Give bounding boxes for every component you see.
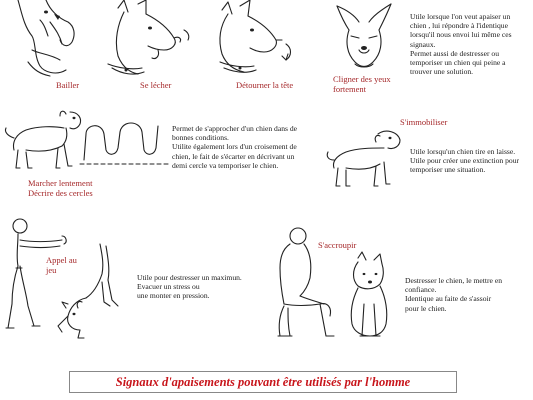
- label-appel: Appel au jeu: [46, 255, 77, 275]
- crouching-human-sketch: [258, 224, 338, 340]
- blinking-dog-sketch: [333, 2, 395, 72]
- circle-path-sketch: [78, 114, 168, 166]
- label-cligner: Cligner des yeux fortement: [333, 74, 391, 94]
- desc-immobiliser: Utile lorsqu'un chien tire en laisse. Utile pour créer une extinction pour temporiser une situation.: [410, 147, 520, 175]
- licking-dog-sketch: [98, 0, 194, 80]
- label-marcher: Marcher lentement Décrire des cercles: [28, 178, 93, 198]
- label-detourner: Détourner la tête: [236, 80, 294, 90]
- sitting-dog-sketch: [344, 252, 398, 342]
- page-title: Signaux d'apaisements pouvant être utilisés par l'homme: [115, 375, 411, 389]
- desc-accroupir: Destresser le chien, le mettre en confiance. Identique au faite de s'assoir pour le chien.: [405, 276, 502, 313]
- yawning-dog-sketch: [10, 0, 82, 82]
- page-title-box: [69, 371, 457, 393]
- label-accroupir: S'accroupir: [318, 240, 357, 250]
- desc-appel: Utile pour destresser un maximun. Evacuer un stress ou une monter en pression.: [137, 273, 242, 301]
- label-bailler: Bailler: [56, 80, 80, 90]
- desc-cligner: Utile lorsque l'on veut apaiser un chien , lui répondre à l'identique lorsqu'il nous envoi lui même ces signaux. Permet aussi de destresser ou temporiser un chien qui peine a trouver une solution.: [410, 12, 512, 77]
- desc-marcher: Permet de s'approcher d'un chien dans de bonnes conditions. Utilite également lors d'un croisement de chien, le fait de s'écarter en décrivant un demi cercle va temporiser le chien.: [172, 124, 298, 170]
- label-immobiliser: S'immobiliser: [400, 117, 448, 127]
- standing-dog-sketch: [326, 128, 404, 190]
- head-turn-dog-sketch: [206, 0, 298, 82]
- play-bow-dog-sketch: [54, 242, 130, 342]
- label-se-lecher: Se lécher: [140, 80, 172, 90]
- walking-dog-sketch: [4, 108, 84, 174]
